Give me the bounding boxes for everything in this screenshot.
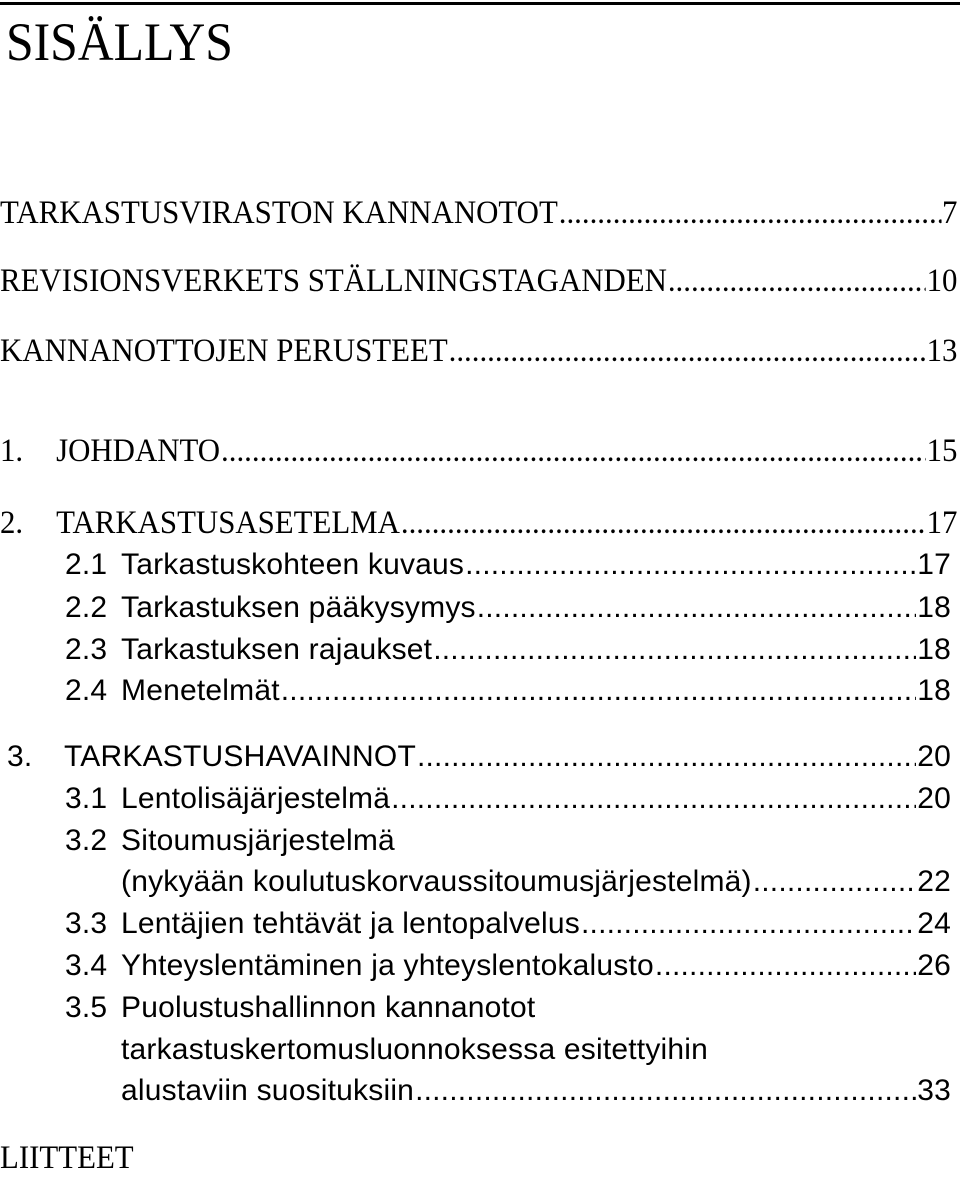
toc-entry-title: Tarkastuskohteen kuvaus (121, 548, 465, 581)
toc-entry-title: Yhteyslentäminen ja yhteyslentokalusto (121, 949, 654, 982)
toc-entry-title: alustaviin suosituksiin (121, 1074, 415, 1107)
toc-entry-title: KANNANOTTOJEN PERUSTEET (0, 333, 448, 369)
toc-entry-2-1[interactable] (65, 545, 951, 585)
toc-leader-dots (559, 193, 941, 233)
toc-leader-dots (281, 671, 916, 711)
toc-leader-dots (465, 545, 916, 585)
toc-page-number: 20 (917, 782, 951, 815)
toc-leader-dots (449, 331, 926, 371)
toc-entry-stallningstaganden[interactable] (0, 261, 957, 301)
toc-leader-dots (668, 261, 926, 301)
toc-entry-number: 2.1 (65, 548, 108, 581)
toc-page-number: 17 (926, 505, 958, 541)
toc-entry-title: TARKASTUSASETELMA (56, 505, 400, 541)
toc-entry-tarkastushavainnot[interactable] (7, 737, 951, 777)
toc-entry-number: 3. (7, 740, 33, 773)
toc-entry-number: 3.3 (65, 907, 108, 940)
toc-entry-3-5-line-3[interactable] (121, 1071, 951, 1111)
toc-entry-2-2[interactable] (65, 588, 951, 628)
toc-page-number: 17 (917, 548, 951, 581)
toc-page-number: 13 (926, 333, 958, 369)
toc-leader-dots (417, 737, 916, 777)
toc-entry-number: 1. (0, 433, 24, 469)
toc-entry-title: (nykyään koulutuskorvaussitoumusjärjestelmä) (121, 865, 752, 898)
toc-entry-liitteet[interactable] (0, 1138, 134, 1178)
toc-entry-3-5-line-2: tarkastuskertomusluonnoksessa esitettyihin (121, 1033, 709, 1066)
toc-entry-kannanotot[interactable] (0, 193, 957, 233)
toc-page-number: 18 (917, 633, 951, 666)
toc-leader-dots (581, 904, 916, 944)
toc-entry-number: 3.1 (65, 782, 108, 815)
toc-page-number: 24 (917, 907, 951, 940)
toc-entry-title: TARKASTUSVIRASTON KANNANOTOT (0, 195, 558, 231)
toc-entry-2-3[interactable] (65, 630, 951, 670)
toc-entry-number: 3.5 (65, 991, 108, 1024)
toc-entry-3-1[interactable] (65, 779, 951, 819)
toc-leader-dots (753, 862, 916, 902)
toc-entry-perusteet[interactable] (0, 331, 957, 371)
toc-leader-dots (655, 946, 916, 986)
toc-entry-3-2-continued[interactable] (121, 862, 951, 902)
toc-entry-number: 2.3 (65, 633, 108, 666)
toc-page-number: 18 (917, 674, 951, 707)
toc-leader-dots (477, 588, 916, 628)
toc-entry-number: 3.2 (65, 824, 108, 857)
toc-entry-title: Tarkastuksen rajaukset (121, 633, 433, 666)
toc-page-number: 33 (917, 1074, 951, 1107)
toc-page-number: 26 (917, 949, 951, 982)
toc-entry-number: 2.2 (65, 591, 108, 624)
toc-entry-3-2[interactable] (65, 821, 951, 861)
toc-entry-title: REVISIONSVERKETS STÄLLNINGSTAGANDEN (0, 263, 667, 299)
toc-leader-dots (433, 630, 916, 670)
toc-entry-title: Puolustushallinnon kannanotot (121, 991, 536, 1024)
toc-leader-dots (221, 431, 926, 471)
toc-entry-tarkastusasetelma[interactable] (0, 503, 957, 543)
toc-page-number: 10 (926, 263, 958, 299)
toc-page-number: 18 (917, 591, 951, 624)
toc-page-number: 15 (926, 433, 958, 469)
toc-leader-dots (391, 779, 916, 819)
toc-entry-title: Lentäjien tehtävät ja lentopalvelus (121, 907, 580, 940)
toc-entry-title: Sitoumusjärjestelmä (121, 824, 395, 857)
toc-entry-number: 3.4 (65, 949, 108, 982)
toc-page-number: 7 (942, 195, 958, 231)
toc-entry-johdanto[interactable] (0, 431, 957, 471)
toc-leader-dots (415, 1071, 916, 1111)
toc-entry-2-4[interactable] (65, 671, 951, 711)
toc-entry-title: JOHDANTO (56, 433, 221, 469)
toc-entry-title: LIITTEET (0, 1140, 134, 1176)
toc-entry-number: 2.4 (65, 674, 108, 707)
toc-entry-3-5[interactable] (65, 988, 951, 1028)
toc-page-number: 20 (917, 740, 951, 773)
toc-entry-3-4[interactable] (65, 946, 951, 986)
page-title: SISÄLLYS (6, 12, 233, 72)
toc-entry-title: Lentolisäjärjestelmä (121, 782, 391, 815)
toc-entry-title: TARKASTUSHAVAINNOT (64, 740, 416, 773)
toc-entry-number: 2. (0, 505, 24, 541)
toc-page-number: 22 (917, 865, 951, 898)
toc-entry-title: Menetelmät (121, 674, 280, 707)
toc-leader-dots (401, 503, 926, 543)
toc-entry-title: Tarkastuksen pääkysymys (121, 591, 476, 624)
toc-entry-3-3[interactable] (65, 904, 951, 944)
top-rule (0, 2, 960, 5)
